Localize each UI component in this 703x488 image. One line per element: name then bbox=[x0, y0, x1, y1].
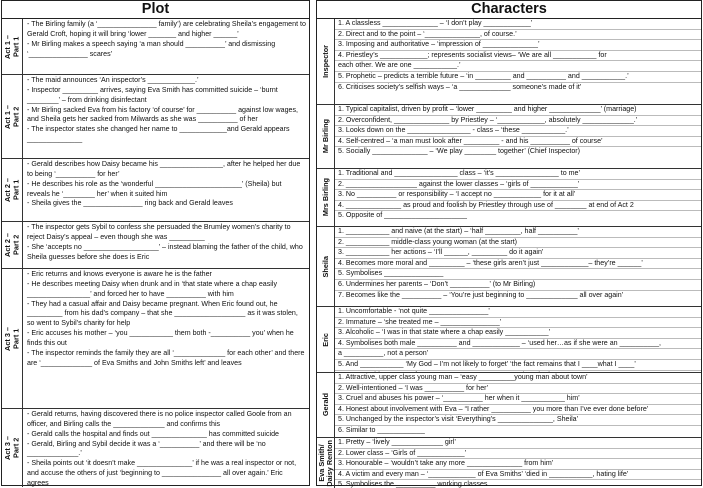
plot-row bbox=[2, 19, 309, 75]
character-point: 5. Socially ______________ – ‘We play ________ together’ (Chief Inspector) bbox=[338, 147, 581, 156]
plot-title: Plot bbox=[2, 1, 309, 19]
plot-point: - Eric returns and knows everyone is aware he is the father bbox=[27, 270, 212, 278]
plot-row bbox=[2, 222, 309, 269]
plot-point: - The maid announces ‘An inspector’s ____________.’ bbox=[27, 76, 199, 84]
plot-row bbox=[2, 75, 309, 159]
character-point: 5. Symbolises _______________ bbox=[335, 269, 701, 280]
act-label-cell bbox=[2, 75, 23, 158]
character-name-cell bbox=[317, 105, 335, 168]
character-point: 4. Self-centred – ‘a man must look after _________ - and his __________ of course’ bbox=[335, 137, 701, 148]
character-point: 2. Overconfident, ______________ by Priestley – ‘____________, absolutely _____________.’ bbox=[335, 116, 701, 127]
act-label-cell bbox=[2, 269, 23, 408]
character-point: 1. A classless ______________ – ‘I don’t play ____________’ bbox=[335, 19, 701, 30]
plot-notes bbox=[23, 269, 309, 408]
characters-title: Characters bbox=[317, 1, 701, 19]
character-notes bbox=[335, 373, 701, 437]
character-point: 5. Unchanged by the inspector’s visit ‘Everything’s ______________, Sheila’ bbox=[335, 415, 701, 426]
plot-point: - He describes his role as the ‘wonderful ______________________’ (Sheila) but reveals he ‘________ her’ when it suited him bbox=[27, 179, 282, 198]
character-name: Gerald bbox=[320, 393, 330, 417]
plot-notes bbox=[23, 222, 309, 268]
character-point: 5. Prophetic – predicts a terrible future – ‘in _________ and __________ and ___________.’ bbox=[335, 72, 701, 83]
plot-point: - The Birling family (a ‘_______________ family’) are celebrating Sheila’s engagement to Gerald Croft, hoping it will bring ‘lower _______ and higher ______’ bbox=[27, 20, 306, 38]
plot-point: - Gerald calls the hospital and finds out ______________ has committed suicide bbox=[27, 429, 279, 438]
plot-row bbox=[2, 269, 309, 409]
act-label-cell bbox=[2, 222, 23, 268]
character-point: 3. No __________ or responsibility – ‘I accept no ____________ for it at all’ bbox=[335, 190, 701, 201]
character-notes bbox=[335, 19, 701, 104]
character-name: Mrs Birling bbox=[320, 178, 330, 217]
character-row bbox=[317, 105, 701, 169]
character-row bbox=[317, 19, 701, 105]
character-notes bbox=[335, 307, 701, 372]
plot-point: - Eric accuses his mother – ‘you ___________ them both -__________ you’ when he finds this out bbox=[27, 329, 294, 347]
character-point: 3. Imposing and authoritative – ‘impression of ______________’ bbox=[335, 40, 701, 51]
characters-panel bbox=[316, 0, 702, 486]
character-point: 5. Opposite of _____________________ bbox=[338, 211, 467, 220]
plot-row bbox=[2, 409, 309, 487]
plot-point: - Mr Birling sacked Eva from his factory ‘of course’ for __________ against low wages, and Sheila gets her sacked from Milwards as she was __________ of her bbox=[27, 105, 299, 124]
character-notes bbox=[335, 438, 701, 488]
plot-notes bbox=[23, 409, 309, 487]
character-name: Inspector bbox=[320, 45, 330, 78]
character-notes bbox=[335, 169, 701, 226]
character-point: 4. Priestley’s ____________; represents socialist views– ‘We are all ___________ for bbox=[335, 51, 701, 62]
act-label: Act 1 – Part 2 bbox=[2, 104, 20, 129]
character-rows bbox=[317, 19, 701, 488]
character-point: 1. Traditional and ________________ class – ‘it’s ________________ to me’ bbox=[335, 169, 701, 180]
plot-panel bbox=[1, 0, 310, 486]
character-point: 3. Honourable – ‘wouldn’t take any more ______________ from him’ bbox=[335, 459, 701, 470]
act-label-cell bbox=[2, 409, 23, 487]
character-name-cell bbox=[317, 373, 335, 437]
character-point: 4. A victim and every man – ‘____________ of Eva Smiths’ ‘died in ___________, hating life’ bbox=[335, 470, 701, 481]
character-point: 6. Criticises society’s selfish ways – ‘a _____________ someone’s made of it’ bbox=[338, 82, 582, 91]
plot-point: - Sheila gives the _______________ ring back and Gerald leaves bbox=[27, 199, 233, 208]
character-point: 2. Immature – ‘she treated me – _______________’ bbox=[335, 318, 701, 329]
plot-point: - He describes meeting Daisy when drunk and in ‘that state where a chap easily ________________’ and forced her to have __________ with him bbox=[27, 279, 277, 298]
character-point: 1. Uncomfortable - ‘not quite _______________’ bbox=[335, 307, 701, 318]
plot-notes bbox=[23, 75, 309, 158]
act-label-cell bbox=[2, 19, 23, 74]
act-label: Act 3 – Part 1 bbox=[2, 326, 20, 351]
act-label: Act 2 – Part 1 bbox=[2, 178, 20, 202]
character-point: 2. Lower class – ‘Girls of ____________’ bbox=[335, 449, 701, 460]
character-name-cell bbox=[317, 227, 335, 306]
plot-point: - Gerald, Birling and Sybil decide it was a ‘__________’ and there will be ‘no _____________.’ bbox=[27, 439, 266, 458]
character-point: 1. Typical capitalist, driven by profit – ‘lower _________ and higher _____________’ (marriage) bbox=[335, 105, 701, 116]
character-point: 2. __________________ against the lower classes – ‘girls of ____________’ bbox=[335, 180, 701, 191]
character-name: Eric bbox=[320, 332, 330, 347]
plot-point: - Inspector _________ arrives, saying Eva Smith has committed suicide – ‘burnt ________’ – from drinking disinfectant bbox=[27, 85, 278, 104]
character-name-cell bbox=[317, 438, 335, 488]
character-row bbox=[317, 227, 701, 307]
plot-point: - The inspector gets Sybil to confess she persuaded the Brumley women’s charity to reject Daisy’s appeal – even though she was _________ bbox=[27, 223, 291, 241]
plot-point: - She ‘accepts no ___________________’ – instead blaming the father of the child, who Sheila guesses before she does is Eric bbox=[27, 242, 303, 261]
character-name: Eva Smith/ Daisy Renton bbox=[317, 439, 334, 487]
plot-point: - Sheila points out ‘it doesn’t make ______________’ if he was a real inspector or not, and accuse the others of just ‘beginning to _______________ all over again.’ Eric agrees bbox=[27, 459, 297, 487]
plot-point: - Gerald returns, having discovered there is no police inspector called Goole from an officer, and Birling calls the _____________ and confirms this bbox=[27, 410, 292, 428]
character-point: 3. Looks down on the ________________ - class – ‘these ___________.’ bbox=[335, 126, 701, 137]
act-label: Act 2 – Part 2 bbox=[2, 233, 20, 257]
character-point: each other. We are one ___________.’ bbox=[335, 61, 701, 72]
character-row bbox=[317, 438, 701, 488]
character-point: 3. Cruel and abuses his power – ‘__________ her when it ___________ him’ bbox=[335, 394, 701, 405]
character-point bbox=[335, 371, 701, 372]
act-label: Act 1 – Part 1 bbox=[2, 34, 20, 59]
plot-rows bbox=[2, 19, 309, 487]
plot-point: - They had a casual affair and Daisy became pregnant. When Eric found out, he _________ from his dad’s company – that she __________________ as it was stolen, so went to Sybil’s charity for help bbox=[27, 299, 298, 328]
character-point: 2. Direct and to the point – ‘______________, of course.’ bbox=[335, 30, 701, 41]
act-label-cell bbox=[2, 159, 23, 221]
character-name-cell bbox=[317, 19, 335, 104]
plot-point: - The inspector reminds the family they are all ‘_____________ for each other’ and there are ‘_____________ of Eva Smiths and John Smiths left’ and leaves bbox=[27, 348, 305, 367]
character-point: 7. Becomes like the __________ – ‘You’re just beginning to _____________ all over again’ bbox=[338, 290, 624, 299]
character-row bbox=[317, 169, 701, 227]
character-point: 1. Pretty – ‘lively _____________ girl’ bbox=[335, 438, 701, 449]
plot-row bbox=[2, 159, 309, 222]
character-row bbox=[317, 307, 701, 373]
character-point: 2. ___________ middle-class young woman (at the start) bbox=[335, 238, 701, 249]
character-notes bbox=[335, 105, 701, 168]
character-name-cell bbox=[317, 169, 335, 226]
character-point: 3. Alcoholic – ‘I was in that state where a chap easily ___________’ bbox=[335, 328, 701, 339]
character-point: 4. Honest about involvement with Eva – “I rather __________ you more than I’ve ever done before’ bbox=[335, 405, 701, 416]
character-name: Mr Birling bbox=[320, 119, 330, 154]
character-point: 5. Symbolises the __________ working classes bbox=[338, 480, 488, 488]
character-point: 3. ___________ her actions – ‘I’ll ______, _________ do it again’ bbox=[335, 248, 701, 259]
character-point: 4. Becomes more moral and _________ – ‘these girls aren’t just ____________– they’re ______’ bbox=[335, 259, 701, 270]
character-point: 4. ______________ as proud and foolish by Priestley through use of ________ at end of Act 2 bbox=[335, 201, 701, 212]
character-name-cell bbox=[317, 307, 335, 372]
plot-point: - The inspector states she changed her name to ____________and Gerald appears ______________ bbox=[27, 125, 290, 144]
plot-point: - Mr Birling makes a speech saying ‘a man should __________’ and dismissing ‘_______________ scares’ bbox=[27, 39, 276, 58]
character-point: a __________, not a person’ bbox=[335, 349, 701, 360]
character-name: Sheila bbox=[320, 255, 330, 278]
plot-notes bbox=[23, 19, 309, 74]
character-point: 4. Symbolises both male __________ and ____________ – ‘used her…as if she were an __________, bbox=[335, 339, 701, 350]
plot-point: - Gerald describes how Daisy became his ________________, after he helped her due to being ‘__________ for her’ bbox=[27, 160, 301, 178]
character-point: 1. Attractive, upper class young man – ‘easy _________young man about town’ bbox=[335, 373, 701, 384]
character-point: 5. And ___________ ‘My God – I’m not likely to forget’ ‘the fact remains that I ____what I ____’ bbox=[335, 360, 701, 371]
character-point: 6. Undermines her parents – ‘Don’t __________’ (to Mr Birling) bbox=[335, 280, 701, 291]
act-label: Act 3 – Part 2 bbox=[2, 436, 20, 460]
character-row bbox=[317, 373, 701, 438]
character-point: 2. Well-intentioned – ‘I was __________ for her’ bbox=[335, 384, 701, 395]
character-notes bbox=[335, 227, 701, 306]
character-point: 1. ___________ and naive (at the start) – ‘half _________, half __________’ bbox=[335, 227, 701, 238]
character-point: 6. Similar to ____________ bbox=[338, 425, 425, 434]
plot-notes bbox=[23, 159, 309, 221]
